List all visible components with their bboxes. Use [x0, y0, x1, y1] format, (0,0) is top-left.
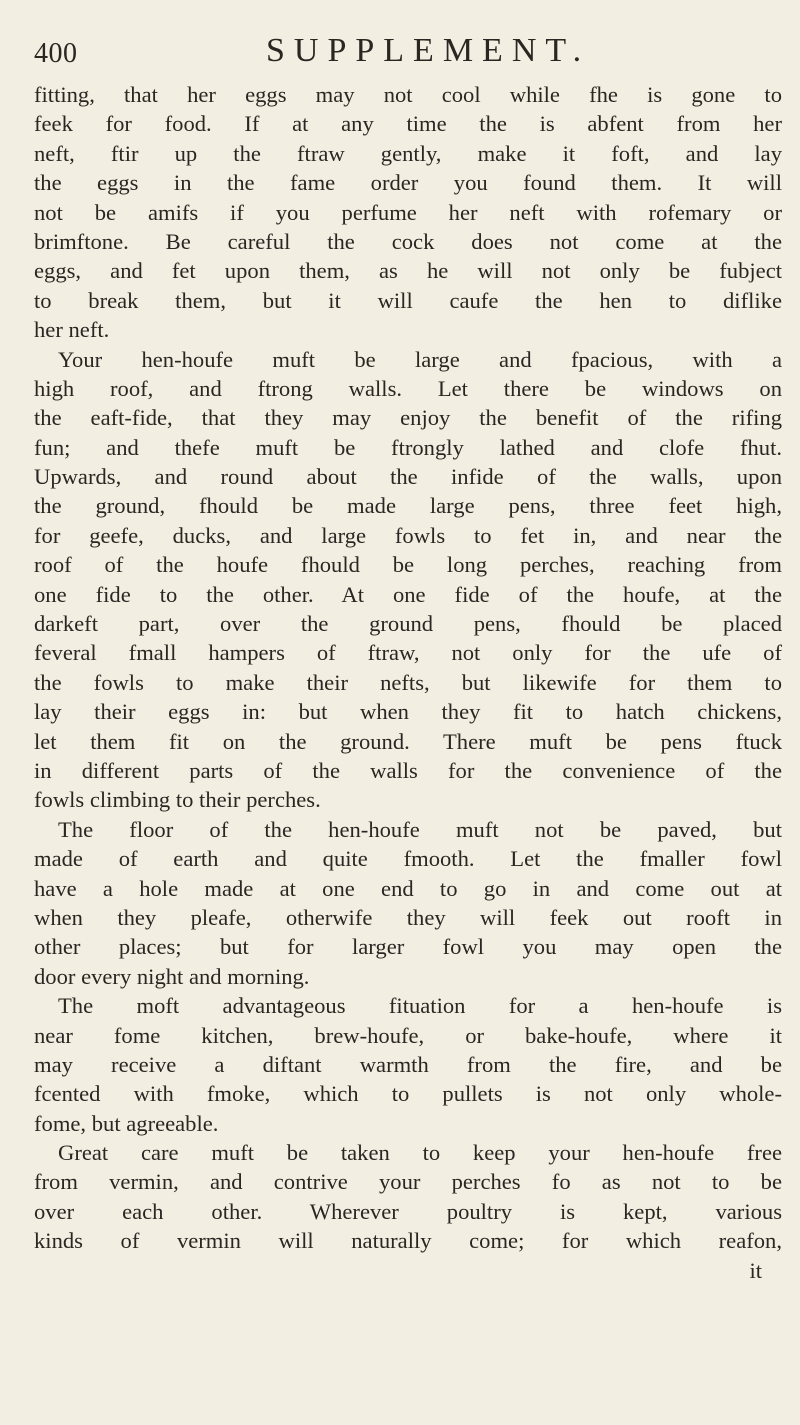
- text-line: fowls climbing to their perches.: [34, 787, 321, 813]
- text-line: brimftone. Be careful the cock does not come at the: [34, 228, 782, 254]
- text-line: Upwards, and round about the infide of the walls, upon: [34, 464, 782, 490]
- text-line: feek for food. If at any time the is abfent from her: [34, 111, 782, 137]
- text-line: for geefe, ducks, and large fowls to fet in, and near the: [34, 522, 782, 548]
- text-line: roof of the houfe fhould be long perches, reaching from: [34, 552, 782, 578]
- page-number: 400: [34, 38, 78, 69]
- text-line: feveral fmall hampers of ftraw, not only for the ufe of: [34, 640, 782, 666]
- text-line: have a hole made at one end to go in and come out at: [34, 875, 782, 901]
- text-line: one fide to the other. At one fide of the houfe, at the: [34, 581, 782, 607]
- text-line: the eaft-fide, that they may enjoy the benefit of the rifing: [34, 405, 782, 431]
- text-line: kinds of vermin will naturally come; for which reafon,: [34, 1228, 782, 1254]
- text-line: other places; but for larger fowl you may open the: [34, 934, 782, 960]
- text-line: The moft advantageous fituation for a hen-houfe is: [58, 993, 782, 1019]
- text-line: fome, but agreeable.: [34, 1110, 219, 1136]
- text-line: the fowls to make their nefts, but likewife for them to: [34, 669, 782, 695]
- text-line: let them fit on the ground. There muft be pens ftuck: [34, 728, 782, 754]
- running-head: [34, 30, 774, 72]
- text-line: darkeft part, over the ground pens, fhould be placed: [34, 611, 782, 637]
- text-line: The floor of the hen-houfe muft not be paved, but: [58, 816, 782, 842]
- text-line: over each other. Wherever poultry is kept, various: [34, 1198, 782, 1224]
- text-line: from vermin, and contrive your perches fo as not to be: [34, 1169, 782, 1195]
- text-line: door every night and morning.: [34, 963, 310, 989]
- text-line: near fome kitchen, brew-houfe, or bake-houfe, where it: [34, 1022, 782, 1048]
- text-line: Your hen-houfe muft be large and fpacious, with a: [58, 346, 782, 372]
- text-line: when they pleafe, otherwife they will feek out rooft in: [34, 904, 782, 930]
- text-line: Great care muft be taken to keep your hen-houfe free: [58, 1140, 782, 1166]
- text-line: the ground, fhould be made large pens, three feet high,: [34, 493, 782, 519]
- text-line: not be amifs if you perfume her neft with rofemary or: [34, 199, 782, 225]
- running-title: SUPPLEMENT.: [266, 32, 591, 69]
- text-line: lay their eggs in: but when they fit to hatch chickens,: [34, 699, 782, 725]
- text-line: high roof, and ftrong walls. Let there be windows on: [34, 375, 782, 401]
- text-line: made of earth and quite fmooth. Let the fmaller fowl: [34, 846, 782, 872]
- catchword: it: [749, 1257, 762, 1283]
- text-line: in different parts of the walls for the convenience of the: [34, 757, 782, 783]
- text-line: her neft.: [34, 317, 110, 343]
- text-line: fitting, that her eggs may not cool while fhe is gone to: [34, 82, 782, 107]
- text-line: to break them, but it will caufe the hen to diflike: [34, 287, 782, 313]
- text-line: may receive a diftant warmth from the fire, and be: [34, 1051, 782, 1077]
- text-line: neft, ftir up the ftraw gently, make it foft, and lay: [34, 140, 782, 166]
- text-line: fun; and thefe muft be ftrongly lathed and clofe fhut.: [34, 434, 782, 460]
- text-line: the eggs in the fame order you found them. It will: [34, 170, 782, 196]
- body-text: [34, 80, 782, 1285]
- text-line: eggs, and fet upon them, as he will not only be fubject: [34, 258, 782, 284]
- text-line: fcented with fmoke, which to pullets is not only whole-: [34, 1081, 782, 1107]
